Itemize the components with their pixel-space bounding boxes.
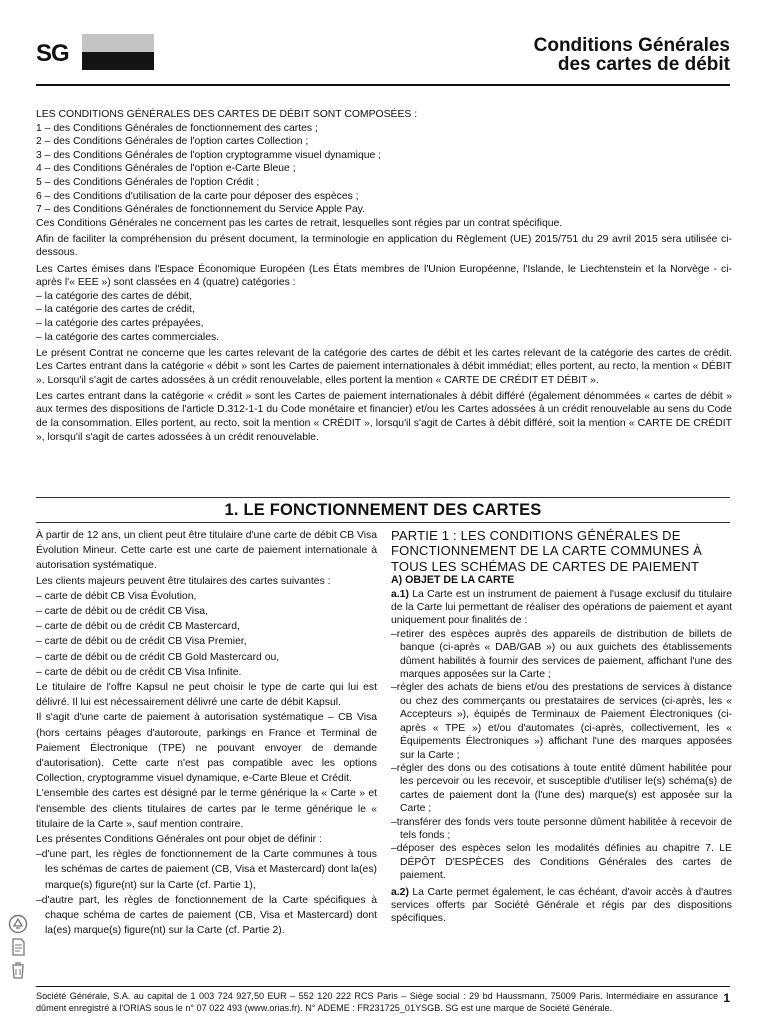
intro-list-item: 3 – des Conditions Générales de l'option cryptogramme visuel dynamique ;	[36, 149, 382, 161]
a1-text: La Carte est un instrument de paiement à l'usage exclusif du titulaire de la Carte lui permettant de réaliser des opérations de paiement et ayant uniquement pour finalités de :	[391, 588, 732, 627]
footer-legal-text: Société Générale, S.A. au capital de 1 003 724 927,50 EUR – 552 120 222 RCS Paris – Siège social : 29 bd Haussmann, 75009 Paris. Intermédiaire en assurance dûment enregistré à l'ORIAS sous le n° 07 022 493 (www.orias.fr). N° ADEME : FR231725_01YSGB. SG est une marque de Société Générale.	[36, 991, 718, 1013]
recycle-icon	[8, 914, 28, 934]
card-list-item: – carte de débit ou de crédit CB Visa Infinite.	[36, 666, 242, 678]
para-eee: Les Cartes émises dans l'Espace Économique Européen (Les États membres de l'Union Européenne, l'Islande, le Liechtenstein et la Norvège - ci-après l'« EEE ») sont classées en 4 (quatre) catégories :	[36, 263, 732, 289]
document-title	[534, 36, 730, 74]
card-list-item: – carte de débit CB Visa Évolution,	[36, 590, 197, 602]
header-rule	[36, 84, 730, 86]
right-column	[391, 528, 732, 926]
title-line-1: Conditions Générales	[533, 35, 730, 56]
left-para: Les présentes Conditions Générales ont pour objet de définir :	[36, 834, 322, 846]
card-list-item: – carte de débit ou de crédit CB Visa Premier,	[36, 636, 247, 648]
intro-section	[36, 108, 732, 444]
intro-heading: LES CONDITIONS GÉNÉRALES DES CARTES DE DÉBIT SONT COMPOSÉES :	[36, 109, 418, 120]
partie-title: PARTIE 1 : LES CONDITIONS GÉNÉRALES DE FONCTIONNEMENT DE LA CARTE COMMUNES À TOUS LES SCHÉMAS DE CARTES DE PAIEMENT	[391, 528, 703, 574]
intro-list-item: 7 – des Conditions Générales de fonctionnement du Service Apple Pay.	[36, 204, 366, 216]
finalite-item: –déposer des espèces selon les modalités définies au chapitre 7. LE DÉPÔT D'ESPÈCES des Conditions Générales des cartes de paiement.	[391, 843, 732, 882]
finalite-item: –transférer des fonds vers toute personne dûment habilitée à recevoir de tels fonds ;	[391, 816, 732, 841]
objet-list-item: –d'une part, les règles de fonctionnement de la Carte communes à tous les schémas de cartes de paiement (CB, Visa et Mastercard) dont la(es) marque(s) figure(nt) sur la Carte (cf. Partie 1),	[36, 849, 377, 891]
a2-text: La Carte permet également, le cas échéant, d'avoir accès à d'autres services offerts par Société Générale et régis par des dispositions spécifiques.	[391, 886, 732, 925]
category-item: – la catégorie des cartes prépayées,	[36, 317, 204, 329]
title-line-2: des cartes de débit	[557, 54, 730, 75]
intro-list-item: 5 – des Conditions Générales de l'option Crédit ;	[36, 176, 260, 188]
finalite-item: –régler des achats de biens et/ou des prestations de services à distance ou chez des commerçants ou prestataires de services (ci-après, les « Accepteurs »), équipés de Terminaux de Paiement Électroniques (ci-après « TPE ») et/ou d'automates (ci-après, collectivement, les « Équipements Électroniques ») affichant l'une des marques apposées sur la Carte ;	[391, 682, 732, 761]
card-list-item: – carte de débit ou de crédit CB Mastercard,	[36, 621, 240, 633]
trash-bin-icon	[8, 960, 28, 980]
subheading-objet: A) OBJET DE LA CARTE	[391, 574, 515, 587]
page-number: 1	[723, 991, 730, 1005]
a1-label: a.1)	[391, 588, 409, 600]
left-para: Il s'agit d'une carte de paiement à autorisation systématique – CB Visa (hors certains péages d'autoroute, parkings en France et Terminal de Paiement Électronique (TPE) ne pouvant envoyer de demande d'autorisation). Cette carte n'est pas compatible avec les options Collection, cryptogramme visuel dynamique, e-Carte Bleue et Crédit.	[36, 712, 377, 785]
objet-list-item: –d'autre part, les règles de fonctionnement de la Carte spécifiques à chaque schéma de cartes de paiement (CB, Visa et Mastercard) dont la(es) marque(s) figure(nt) sur la Carte (cf. Partie 2).	[36, 894, 377, 937]
left-para: Le titulaire de l'offre Kapsul ne peut choisir le type de carte qui lui est délivré. Il lui est nécessairement délivré une carte de débit Kapsul.	[36, 682, 377, 709]
para-terminologie: Afin de faciliter la compréhension du présent document, la terminologie en application du Règlement (UE) 2015/751 du 29 avril 2015 sera utilisée ci-dessous.	[36, 233, 732, 259]
para-contrat: Le présent Contrat ne concerne que les cartes relevant de la catégorie des cartes de débit et les cartes relevant de la catégorie des cartes de crédit. Les Cartes entrant dans la catégorie « débit » sont les Cartes de paiement internationales à débit immédiat; elles portent, au recto, la mention « DÉBIT ». Lorsqu'il s'agit de cartes adossées à un crédit renouvelable, elles portent la mention « CARTE DE CRÉDIT ET DÉBIT ».	[36, 347, 732, 386]
intro-list-item: 1 – des Conditions Générales de fonctionnement des cartes ;	[36, 122, 318, 134]
left-para: À partir de 12 ans, un client peut être titulaire d'une carte de débit CB Visa Évolution Mineur. Cette carte est une carte de paiement internationale à autorisation systématique.	[36, 530, 377, 572]
left-column	[36, 528, 377, 938]
a2-label: a.2)	[391, 886, 409, 898]
category-item: – la catégorie des cartes de crédit,	[36, 304, 195, 316]
card-list-item: – carte de débit ou de crédit CB Gold Mastercard ou,	[36, 651, 280, 663]
intro-list-item: 4 – des Conditions Générales de l'option e-Carte Bleue ;	[36, 163, 296, 175]
paper-icon	[8, 937, 28, 957]
eco-icons	[8, 914, 32, 983]
section-rule-bottom	[36, 522, 730, 523]
card-list-item: – carte de débit ou de crédit CB Visa,	[36, 606, 208, 618]
category-item: – la catégorie des cartes commerciales.	[36, 331, 220, 343]
finalite-item: –régler des dons ou des cotisations à toute entité dûment habilitée pour les percevoir ou les recevoir, et susceptible d'utiliser le(s) schéma(s) de cartes de paiement dont la (l'une des) marque(s) est apposée sur la Carte ;	[391, 762, 732, 815]
footer-rule	[36, 986, 730, 987]
left-para: L'ensemble des cartes est désigné par le terme générique la « Carte » et l'ensemble des clients titulaires de cartes par le terme générique le « titulaire de la Carte », sauf mention contraire.	[36, 788, 377, 830]
category-item: – la catégorie des cartes de débit,	[36, 290, 192, 302]
para-retrait: Ces Conditions Générales ne concernent pas les cartes de retrait, lesquelles sont régies par un contrat spécifique.	[36, 217, 563, 229]
logo-black-block	[82, 52, 154, 70]
a2-paragraph	[391, 886, 732, 926]
logo-grey-block	[82, 34, 154, 52]
intro-list-item: 2 – des Conditions Générales de l'option cartes Collection ;	[36, 136, 309, 148]
para-credit: Les cartes entrant dans la catégorie « crédit » sont les Cartes de paiement internationales à débit différé (également dénommées « cartes de débit » aux termes des dispositions de l'article D.312-1-1 du Code monétaire et financier) et/ou les Cartes adossées à un crédit renouvelable au sens du Code de la consommation. Elles portent, au recto, soit la mention « CRÉDIT », lorsqu'il s'agit de Cartes à débit différé, soit la mention « CARTE DE CRÉDIT », lorsqu'il s'agit de cartes adossées à un crédit renouvelable.	[36, 390, 732, 443]
section-title: 1. LE FONCTIONNEMENT DES CARTES	[224, 501, 542, 519]
a1-paragraph	[391, 588, 732, 628]
left-para: Les clients majeurs peuvent être titulaires des cartes suivantes :	[36, 575, 331, 587]
finalite-item: –retirer des espèces auprès des appareils de distribution de billets de banque (ci-après « DAB/GAB ») ou aux guichets des établissements dûment habilités à fournir des services de paiement, affichant l'une des marques apposées sur la Carte ;	[391, 628, 732, 681]
section-rule-top	[36, 497, 730, 498]
logo-text: SG	[36, 40, 69, 67]
intro-list-item: 6 – des Conditions d'utilisation de la carte pour déposer des espèces ;	[36, 190, 359, 202]
